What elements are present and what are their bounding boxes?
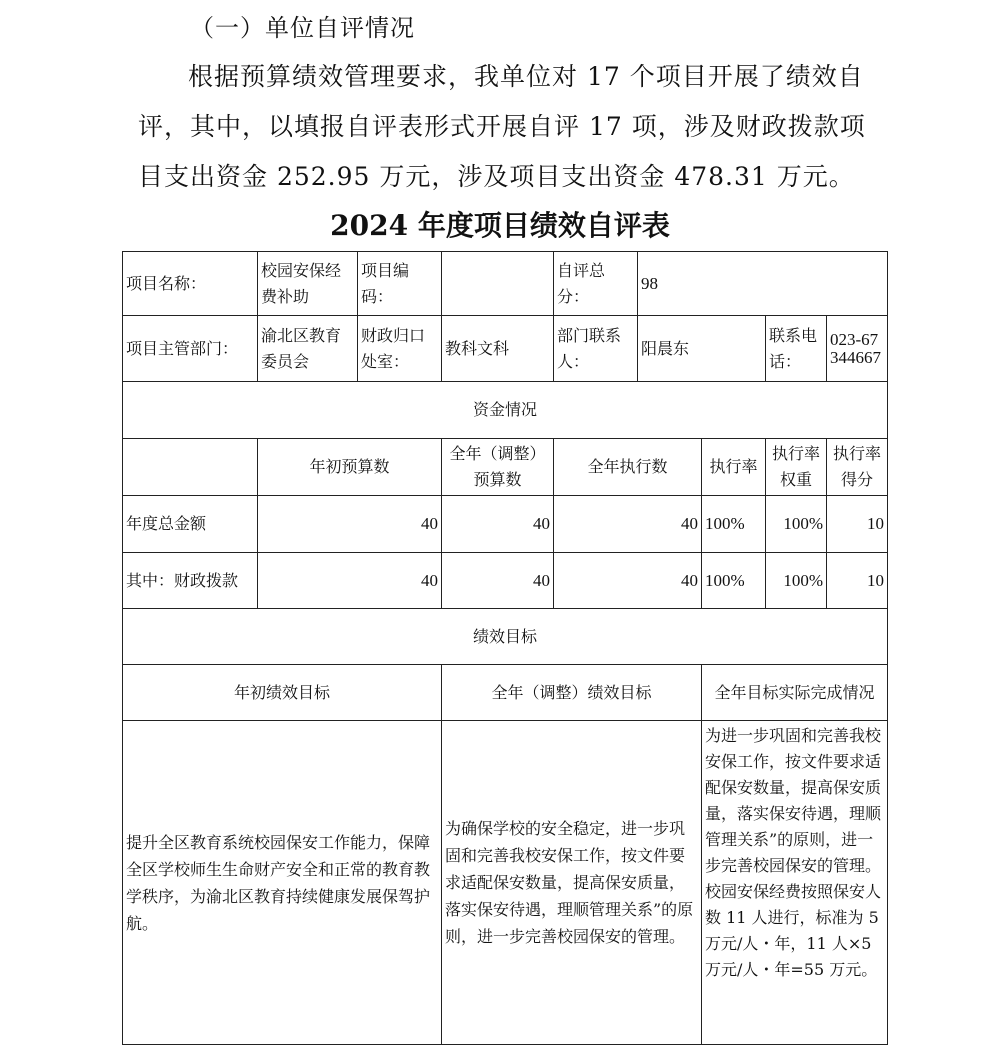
office-value: 教科文科 (442, 316, 554, 382)
funds-header-row (123, 439, 888, 496)
exec-rate-value: 100% (702, 553, 766, 609)
section-heading: （一）单位自评情况 (190, 14, 415, 42)
header-rate-score: 执行率得分 (827, 439, 888, 496)
contact-label: 部门联系人： (554, 316, 638, 382)
header-initial-budget: 年初预算数 (258, 439, 442, 496)
actual-completion-text: 为进一步巩固和完善我校安保工作，按文件要求适配保安数量，提高保安质量，落实保安待遇，理顺管理关系”的原则，进一步完善校园保安的管理。校园安保经费按照保安人数 11 人进行，标准为 5 万元/人・年，11 人×5 万元/人・年=55 万元。 (702, 721, 888, 1045)
dept-value: 渝北区教育委员会 (258, 316, 358, 382)
header-exec-rate: 执行率 (702, 439, 766, 496)
funds-section-row (123, 382, 888, 439)
initial-goal-text: 提升全区教育系统校园保安工作能力，保障全区学校师生生命财产安全和正常的教育教学秩序，为渝北区教育持续健康发展保驾护航。 (123, 721, 442, 1045)
exec-rate-value: 100% (702, 496, 766, 553)
phone-label: 联系电话： (766, 316, 827, 382)
adjusted-budget-value: 40 (442, 553, 554, 609)
contact-value: 阳晨东 (638, 316, 766, 382)
header-initial-goal: 年初绩效目标 (123, 665, 442, 721)
rate-score-value: 10 (827, 496, 888, 553)
office-label: 财政归口处室： (358, 316, 442, 382)
dept-label: 项目主管部门： (123, 316, 258, 382)
adjusted-goal-text: 为确保学校的安全稳定，进一步巩固和完善我校安保工作，按文件要求适配保安数量，提高保安质量，落实保安待遇，理顺管理关系”的原则，进一步完善校园保安的管理。 (442, 721, 702, 1045)
project-code-label: 项目编码： (358, 252, 442, 316)
info-row-2 (123, 316, 888, 382)
funds-row-fiscal (123, 553, 888, 609)
info-row-1 (123, 252, 888, 316)
project-code-value (442, 252, 554, 316)
performance-content-row (123, 721, 888, 1045)
performance-header-row (123, 665, 888, 721)
project-name-label: 项目名称： (123, 252, 258, 316)
table-title: 2024 年度项目绩效自评表 (330, 209, 670, 242)
score-label: 自评总分： (554, 252, 638, 316)
funds-section-title: 资金情况 (123, 382, 888, 439)
paragraph-line: 根据预算绩效管理要求，我单位对 17 个项目开展了绩效自 (188, 62, 864, 91)
funds-row-total (123, 496, 888, 553)
performance-section-row (123, 609, 888, 665)
adjusted-budget-value: 40 (442, 496, 554, 553)
intro-paragraph (138, 52, 898, 202)
performance-section-title: 绩效目标 (123, 609, 888, 665)
paragraph-line: 评，其中，以填报自评表形式开展自评 17 项，涉及财政拨款项 (138, 112, 866, 141)
initial-budget-value: 40 (258, 553, 442, 609)
row-label: 年度总金额 (123, 496, 258, 553)
header-executed: 全年执行数 (554, 439, 702, 496)
rate-weight-value: 100% (766, 553, 827, 609)
header-actual: 全年目标实际完成情况 (702, 665, 888, 721)
header-adjusted-budget: 全年（调整）预算数 (442, 439, 554, 496)
rate-score-value: 10 (827, 553, 888, 609)
executed-value: 40 (554, 553, 702, 609)
row-label: 其中：财政拨款 (123, 553, 258, 609)
initial-budget-value: 40 (258, 496, 442, 553)
phone-value: 023-67344667 (827, 316, 888, 382)
executed-value: 40 (554, 496, 702, 553)
project-name-value: 校园安保经费补助 (258, 252, 358, 316)
funds-header-blank (123, 439, 258, 496)
header-adjusted-goal: 全年（调整）绩效目标 (442, 665, 702, 721)
score-value: 98 (638, 252, 888, 316)
header-rate-weight: 执行率权重 (766, 439, 827, 496)
rate-weight-value: 100% (766, 496, 827, 553)
paragraph-line: 目支出资金 252.95 万元，涉及项目支出资金 478.31 万元。 (138, 162, 855, 191)
self-evaluation-table (122, 251, 888, 1045)
